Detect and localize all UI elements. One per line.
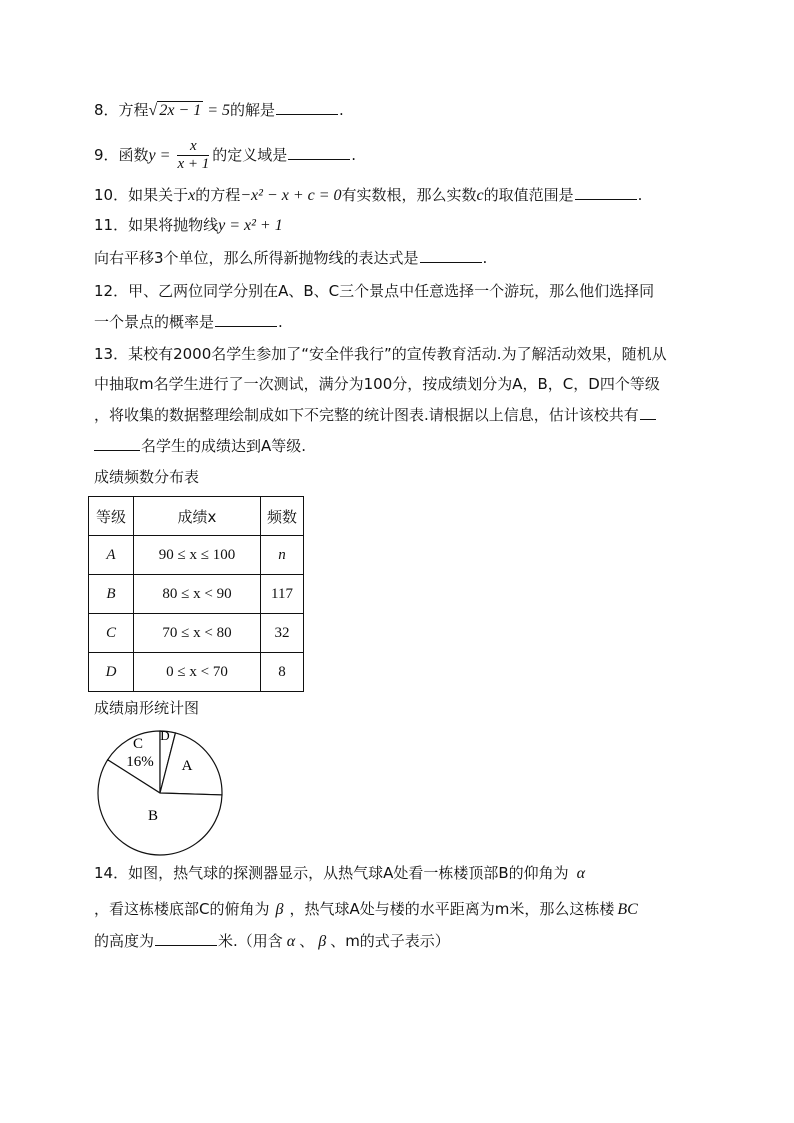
question-13-line-1: 13．某校有2000名学生参加了“安全伴我行”的宣传教育活动.为了解活动效果，随机从	[94, 345, 667, 363]
table-cell: 117	[261, 575, 304, 614]
question-14-line-2: ，看这栋楼底部C的俯角为 β ，热气球A处与楼的水平距离为m米，那么这栋楼 BC	[94, 900, 638, 918]
table-row	[89, 614, 304, 653]
pie-label-a: A	[181, 758, 193, 774]
table-row	[89, 575, 304, 614]
pie-caption: 成绩扇形统计图	[94, 699, 200, 717]
answer-blank[interactable]	[288, 145, 350, 160]
question-11-line-1: 11．如果将抛物线y = x² + 1	[94, 216, 283, 234]
question-12-line-1: 12．甲、乙两位同学分别在A、B、C三个景点中任意选择一个游玩，那么他们选择同	[94, 282, 655, 300]
answer-blank[interactable]	[155, 931, 217, 946]
table-cell: 32	[261, 614, 304, 653]
table-header-row	[89, 497, 304, 536]
table-cell: A	[89, 536, 134, 575]
radicand: 2x − 1	[159, 102, 202, 119]
answer-blank[interactable]	[215, 312, 277, 327]
question-10: 10．如果关于x的方程−x² − x + c = 0有实数根，那么实数c的取值范围是 .	[94, 186, 643, 204]
table-cell: 0 ≤ x < 70	[134, 653, 261, 692]
question-8: 8．方程√ 2x − 1 = 5的解是 .	[94, 101, 344, 119]
question-12-line-2: 一个景点的概率是 .	[94, 313, 283, 331]
pie-chart	[94, 728, 226, 858]
table-cell: C	[89, 614, 134, 653]
question-13-line-4: 名学生的成绩达到A等级.	[94, 436, 306, 456]
question-14-line-1: 14．如图，热气球的探测器显示，从热气球A处看一栋楼顶部B的仰角为 α	[94, 864, 586, 882]
table-row	[89, 653, 304, 692]
table-cell: n	[261, 536, 304, 575]
table-cell: 70 ≤ x < 80	[134, 614, 261, 653]
pie-label-b: B	[147, 808, 159, 824]
table-cell: 8	[261, 653, 304, 692]
question-14-line-3: 的高度为 米.（用含 α 、 β 、m的式子表示）	[94, 932, 450, 950]
table-cell: 80 ≤ x < 90	[134, 575, 261, 614]
table-header: 等级	[89, 497, 134, 536]
pie-label-c: C	[132, 736, 144, 752]
question-13-line-2: 中抽取m名学生进行了一次测试，满分为100分，按成绩划分为A，B，C，D四个等级	[94, 375, 660, 393]
answer-blank-end[interactable]	[94, 436, 140, 451]
table-cell: D	[89, 653, 134, 692]
sqrt-sign: √	[148, 102, 158, 119]
table-row	[89, 536, 304, 575]
answer-blank[interactable]	[420, 248, 482, 263]
table-cell: B	[89, 575, 134, 614]
pie-percent-c: 16%	[126, 754, 154, 770]
question-11-line-2: 向右平移3个单位，那么所得新抛物线的表达式是 .	[94, 249, 488, 267]
table-caption: 成绩频数分布表	[94, 468, 200, 486]
question-13-line-3: ，将收集的数据整理绘制成如下不完整的统计图表.请根据以上信息，估计该校共有	[94, 405, 657, 425]
answer-blank[interactable]	[276, 100, 338, 115]
frequency-table	[88, 496, 304, 692]
pie-label-d: D	[160, 728, 170, 743]
answer-blank[interactable]	[575, 185, 637, 200]
table-header: 频数	[261, 497, 304, 536]
table-cell: 90 ≤ x ≤ 100	[134, 536, 261, 575]
table-header: 成绩x	[134, 497, 261, 536]
answer-blank-start[interactable]	[640, 405, 656, 420]
question-9: 9．函数y = $\frac{x}{x + 1}$ 的定义域是 .	[94, 138, 357, 172]
fraction: $\frac{x}{x + 1}$	[177, 138, 210, 172]
